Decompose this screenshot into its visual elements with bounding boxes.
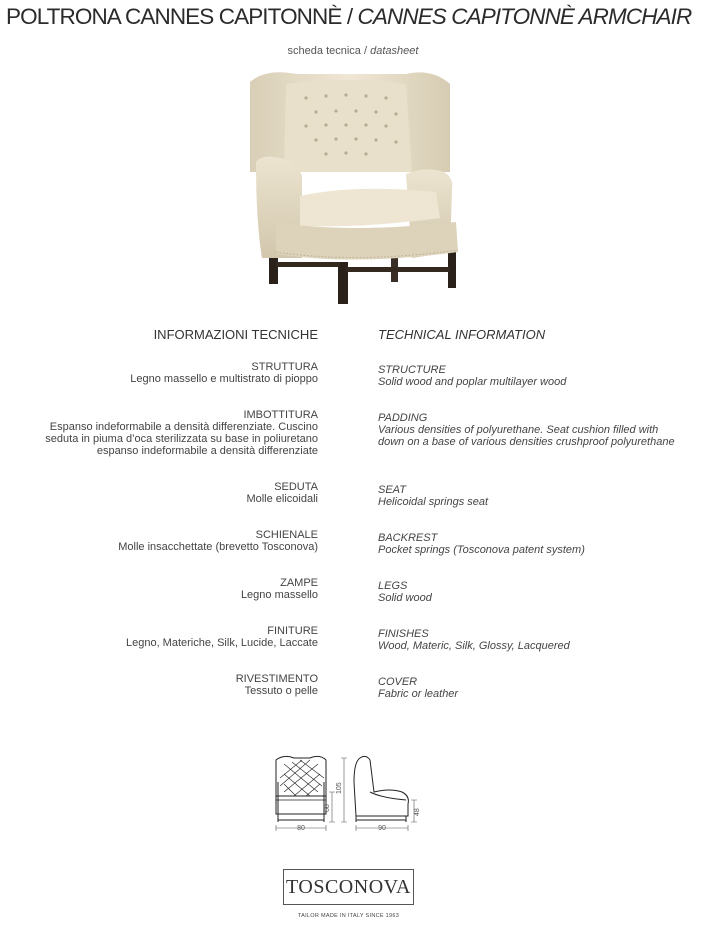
spec-finishes-value-en: Wood, Materic, Silk, Glossy, Lacquered [378,640,570,652]
front-view-drawing [276,756,326,822]
spec-seat-value-en: Helicoidal springs seat [378,496,489,508]
spec-legs-value-it: Legno massello [240,589,318,601]
subtitle [0,45,706,57]
spec-backrest-value-en: Pocket springs (Tosconova patent system) [378,544,585,556]
side-seat-height-label: 48 [414,808,421,816]
spec-cover-value-it: Tessuto o pelle [244,685,318,697]
header-italian: INFORMAZIONI TECNICHE [153,327,318,342]
brand-logo [283,869,414,905]
spec-seat-label-en: SEAT [378,484,406,496]
spec-cover-label-it: RIVESTIMENTO [235,673,318,685]
brand-tagline: TAILOR MADE IN ITALY SINCE 1963 [297,913,400,919]
spec-structure-label-en: STRUCTURE [378,364,446,376]
spec-structure-label-it: STRUTTURA [251,361,318,373]
spec-legs-label-en: LEGS [378,580,408,592]
seat-height-label: 68 [324,804,331,812]
spec-backrest-label-it: SCHIENALE [255,529,318,541]
subtitle-italian: scheda tecnica / [287,45,371,57]
spec-padding-value-it-line3: espanso indeformabile a densità differenziate [96,445,318,457]
spec-padding-value-it-line1: Espanso indeformabile a densità differenziate. Cuscino [49,421,318,433]
spec-padding-label-it: IMBOTTITURA [243,409,318,421]
header-english: TECHNICAL INFORMATION [378,327,546,342]
spec-finishes-label-en: FINISHES [378,628,429,640]
spec-legs-label-it: ZAMPE [280,577,318,589]
armchair-photo [236,62,472,324]
brand-logo-name: TOSCONOVA [286,876,411,898]
spec-padding-label-en: PADDING [378,412,428,424]
side-view-drawing [354,756,408,822]
total-height-label: 105 [336,782,343,794]
spec-structure-value-it: Legno massello e multistrato di pioppo [130,373,318,385]
spec-seat-value-it: Molle elicoidali [246,493,318,505]
subtitle-english: datasheet [370,45,419,57]
spec-padding-value-en-line2: down on a base of various densities crushproof polyurethane [378,436,675,448]
spec-padding-value-it-line2: seduta in piuma d’oca sterilizzata su base in poliuretano [45,433,318,445]
spec-cover-label-en: COVER [378,676,418,688]
spec-backrest-value-it: Molle insacchettate (brevetto Tosconova) [118,541,318,553]
front-width-label: 80 [297,825,305,832]
spec-padding-value-en-line1: Various densities of polyurethane. Seat cushion filled with [378,424,659,436]
spec-legs-value-en: Solid wood [378,592,432,604]
spec-finishes-value-it: Legno, Materiche, Silk, Lucide, Laccate [125,637,318,649]
spec-structure-value-en: Solid wood and poplar multilayer wood [378,376,567,388]
dimension-drawings [270,752,420,834]
spec-cover-value-en: Fabric or leather [378,688,459,700]
title-italian: POLTRONA CANNES CAPITONNÈ / [6,4,358,29]
title-english: CANNES CAPITONNÈ ARMCHAIR [357,4,692,29]
side-depth-label: 90 [378,825,386,832]
spec-backrest-label-en: BACKREST [378,532,438,544]
spec-seat-label-it: SEDUTA [274,481,318,493]
spec-finishes-label-it: FINITURE [267,625,318,637]
page-title [6,4,706,30]
